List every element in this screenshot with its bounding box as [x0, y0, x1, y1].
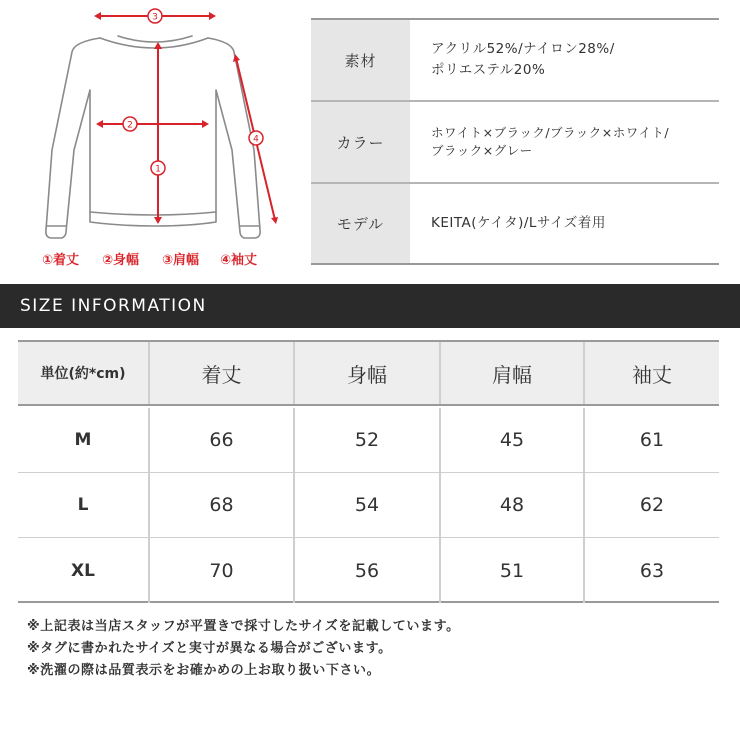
spec-table	[311, 18, 719, 265]
note-tag-size: ※タグに書かれたサイズと実寸が異なる場合がございます。	[27, 641, 392, 656]
spec-row-model	[311, 184, 719, 263]
header-sleeve: 袖丈	[632, 362, 672, 387]
table-row	[18, 408, 719, 473]
size-table	[18, 340, 719, 603]
legend-sleeve: ④袖丈	[220, 253, 258, 268]
note-washing: ※洗濯の際は品質表示をお確かめの上お取り扱い下さい。	[27, 663, 381, 678]
legend-shoulder: ③肩幅	[162, 253, 200, 268]
header-shoulder: 肩幅	[441, 342, 585, 404]
cell-length: 66	[150, 408, 295, 472]
cell-length: 70	[150, 538, 295, 603]
size-label: M	[18, 408, 150, 472]
spec-label-material: 素材	[311, 20, 413, 100]
cell-length: 68	[150, 473, 295, 537]
spec-row-material	[311, 20, 719, 102]
cell-shoulder: 45	[441, 408, 585, 472]
size-label: XL	[18, 538, 150, 603]
legend-chest: ②身幅	[102, 253, 140, 268]
cell-chest: 54	[295, 473, 441, 537]
notes	[27, 616, 727, 682]
spec-value-model: KEITA(ケイタ)/Lサイズ着用	[431, 215, 606, 231]
spec-label-model: モデル	[311, 184, 413, 263]
cell-chest: 56	[295, 538, 441, 603]
banner-title: SIZE INFORMATION	[20, 296, 207, 316]
marker-1: 1	[155, 164, 161, 175]
size-diagram	[0, 0, 290, 285]
spec-label-color: カラー	[311, 102, 413, 182]
size-information-banner	[0, 284, 740, 328]
cell-sleeve: 61	[639, 429, 665, 451]
marker-2: 2	[127, 120, 133, 131]
cell-shoulder: 51	[441, 538, 585, 603]
marker-3: 3	[152, 12, 158, 23]
cell-shoulder: 48	[441, 473, 585, 537]
cell-chest: 52	[295, 408, 441, 472]
legend-length: ①着丈	[42, 253, 80, 268]
table-row	[18, 473, 719, 538]
size-table-header	[18, 342, 719, 406]
cell-sleeve: 63	[639, 559, 665, 582]
sweater-icon	[0, 0, 290, 285]
header-unit: 単位(約*cm)	[18, 342, 150, 404]
spec-row-color	[311, 102, 719, 184]
cell-sleeve: 62	[639, 494, 665, 516]
spec-value-color: ホワイト×ブラック/ブラック×ホワイト/ ブラック×グレー	[431, 125, 670, 158]
size-label: L	[18, 473, 150, 537]
spec-value-material: アクリル52%/ナイロン28%/ ポリエステル20%	[431, 41, 615, 78]
marker-4: 4	[253, 134, 259, 145]
header-chest: 身幅	[295, 342, 441, 404]
header-length: 着丈	[150, 342, 295, 404]
note-measurement: ※上記表は当店スタッフが平置きで採寸したサイズを記載しています。	[27, 619, 460, 634]
table-row	[18, 538, 719, 603]
